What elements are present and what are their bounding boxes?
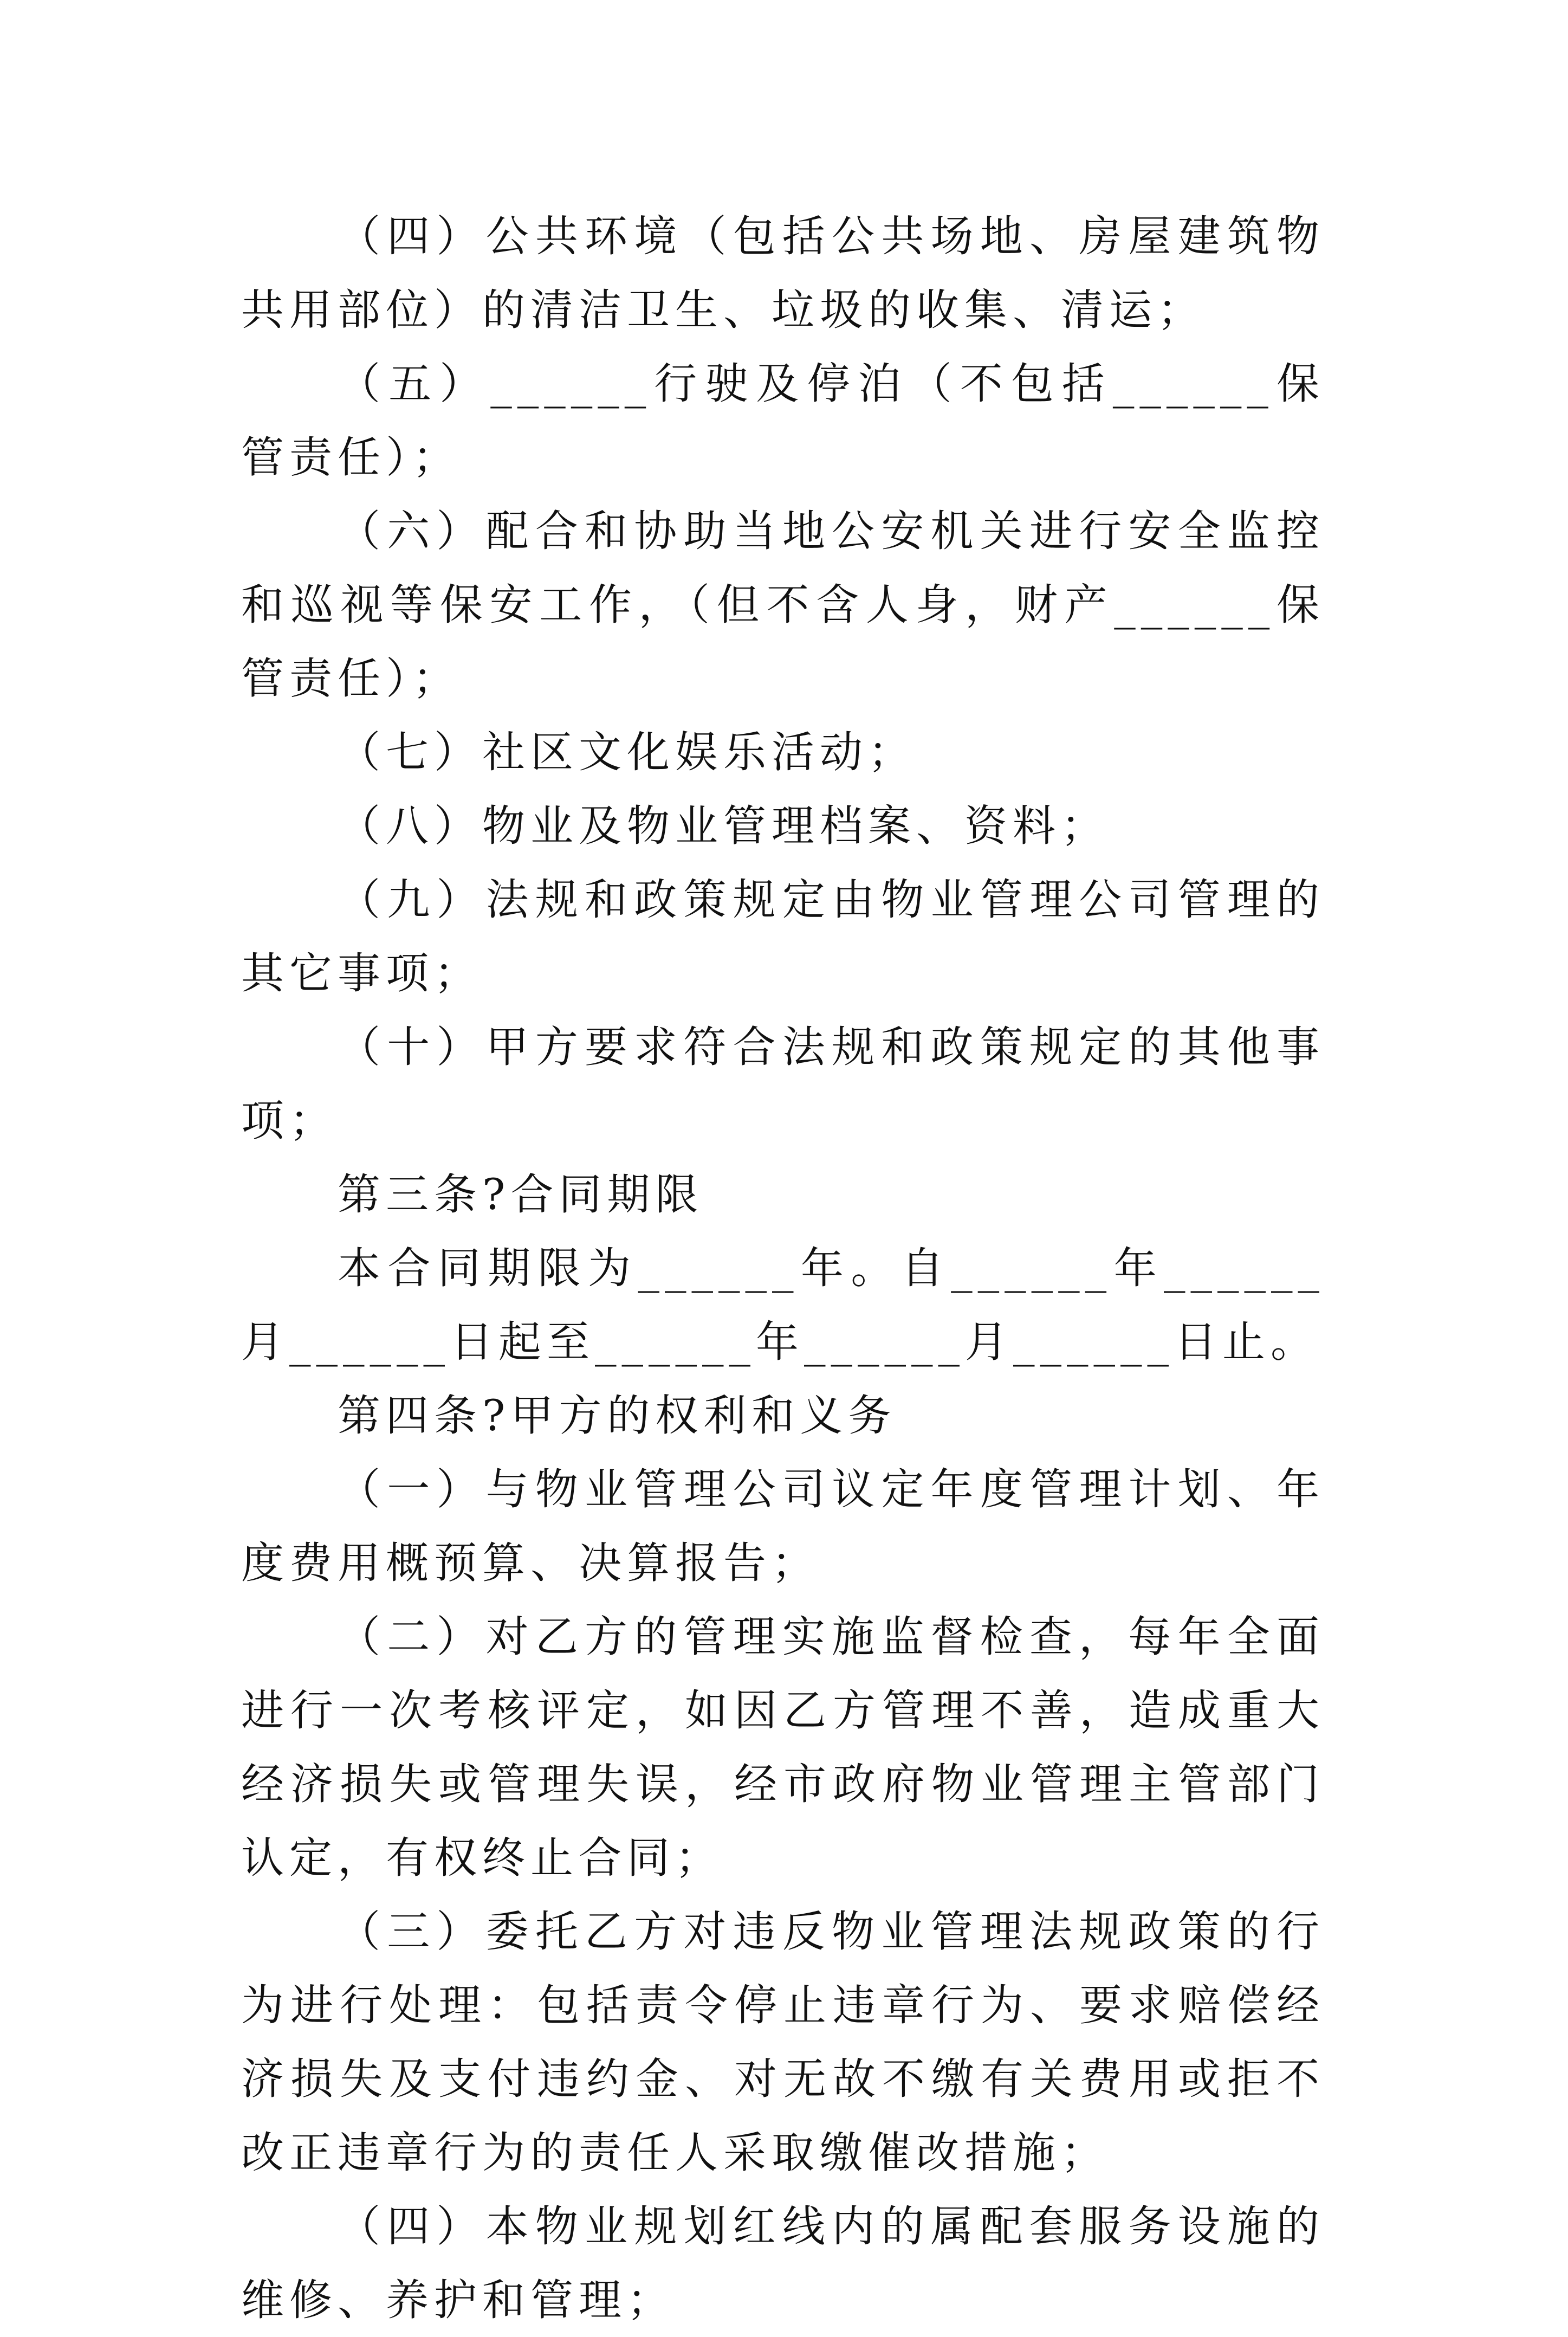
paragraph-contract-term: 本合同期限为______年。自______年______月______日起至______年______月______日止。 (241, 1243, 1325, 1367)
paragraph-rights-2-supervision: （二）对乙方的管理实施监督检查，每年全面进行一次考核评定，如因乙方管理不善，造成重大经济损失或管理失误，经市政府物业管理主管部门认定，有权终止合同； (241, 1612, 1325, 1883)
paragraph-rights-1-budget: （一）与物业管理公司议定年度管理计划、年度费用概预算、决算报告； (241, 1464, 1325, 1588)
section-heading-article-4: 第四条?甲方的权利和义务 (338, 1391, 897, 1441)
section-heading-article-3: 第三条?合同期限 (338, 1170, 704, 1219)
paragraph-rights-4-facilities: （四）本物业规划红线内的属配套服务设施的维修、养护和管理； (241, 2202, 1325, 2325)
paragraph-item-6-security: （六）配合和协助当地公安机关进行安全监控和巡视等保安工作，（但不含人身，财产______保管责任）； (241, 506, 1325, 703)
paragraph-item-8-archives: （八）物业及物业管理档案、资料； (338, 801, 1109, 851)
paragraph-item-7-community-activities: （七）社区文化娱乐活动； (338, 727, 916, 777)
document-body (241, 199, 1325, 2337)
paragraph-item-4-public-environment: （四）公共环境（包括公共场地、房屋建筑物共用部位）的清洁卫生、垃圾的收集、清运； (241, 211, 1325, 335)
paragraph-item-9-other-matters: （九）法规和政策规定由物业管理公司管理的其它事项； (241, 875, 1325, 998)
paragraph-item-5-driving-parking: （五）______行驶及停泊（不包括______保管责任）； (241, 359, 1325, 482)
paragraph-rights-3-violations: （三）委托乙方对违反物业管理法规政策的行为进行处理：包括责令停止违章行为、要求赔偿经济损失及支付违约金、对无故不缴有关费用或拒不改正违章行为的责任人采取缴催改措施； (241, 1907, 1325, 2178)
paragraph-item-10-party-a-requests: （十）甲方要求符合法规和政策规定的其他事项； (241, 1022, 1325, 1146)
